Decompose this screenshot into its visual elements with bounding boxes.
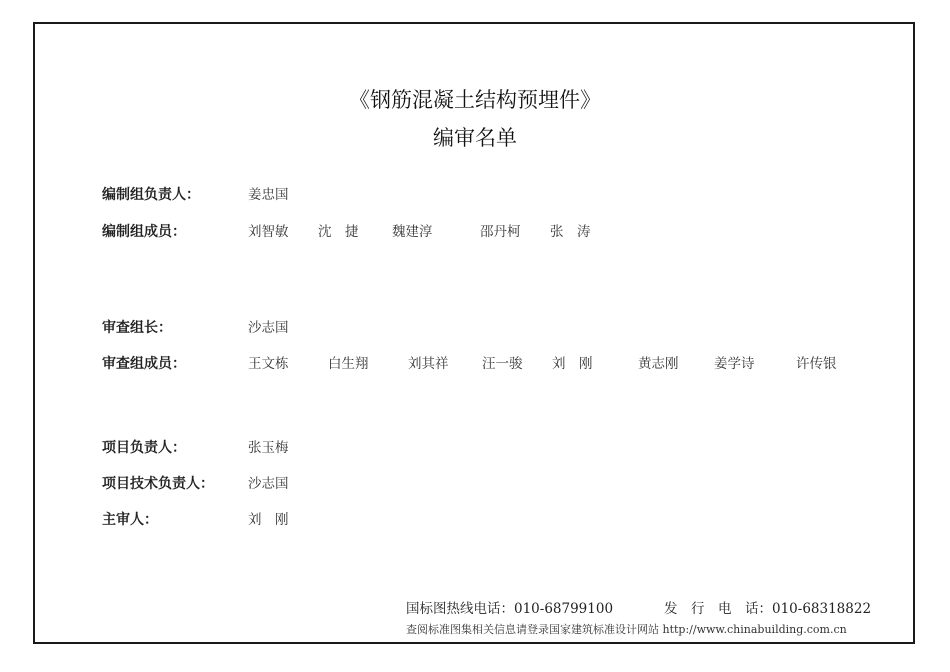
label-chief-reviewer: 主审人： [102, 512, 158, 528]
person-name: 白生翔 [328, 356, 369, 372]
person-name: 张玉梅 [248, 440, 289, 456]
person-name: 刘 刚 [552, 356, 593, 372]
document-subtitle: 编审名单 [433, 126, 517, 150]
person-name: 邵丹柯 [480, 224, 521, 240]
document-title: 《钢筋混凝土结构预埋件》 [349, 88, 601, 112]
person-name: 沈 捷 [318, 224, 359, 240]
person-name: 刘 刚 [248, 512, 289, 528]
person-name: 沙志国 [248, 476, 289, 492]
person-name: 沙志国 [248, 320, 289, 336]
label-compile-members: 编制组成员： [102, 224, 186, 240]
person-name: 刘其祥 [408, 356, 449, 372]
person-name: 姜学诗 [714, 356, 755, 372]
label-project-lead: 项目负责人： [102, 440, 186, 456]
label-review-members: 审查组成员： [102, 356, 186, 372]
footer-website-note: 查阅标准图集相关信息请登录国家建筑标准设计网站 http://www.chinabuilding.com.cn [406, 623, 847, 636]
person-name: 魏建淳 [392, 224, 433, 240]
person-name: 刘智敏 [248, 224, 289, 240]
footer-phones [406, 597, 872, 617]
person-name: 黄志刚 [638, 356, 679, 372]
person-name: 姜忠国 [248, 187, 289, 203]
person-name: 张 涛 [550, 224, 591, 240]
label-technical-lead: 项目技术负责人： [102, 476, 214, 492]
hotline-text: 国标图热线电话：010-68799100 [406, 601, 614, 617]
distribution-phone-text: 发 行 电 话：010-68318822 [664, 601, 872, 617]
person-name: 汪一骏 [482, 356, 523, 372]
person-name: 许传银 [796, 356, 837, 372]
label-review-lead: 审查组长： [102, 320, 172, 336]
label-compile-lead: 编制组负责人： [102, 187, 200, 203]
person-name: 王文栋 [248, 356, 289, 372]
